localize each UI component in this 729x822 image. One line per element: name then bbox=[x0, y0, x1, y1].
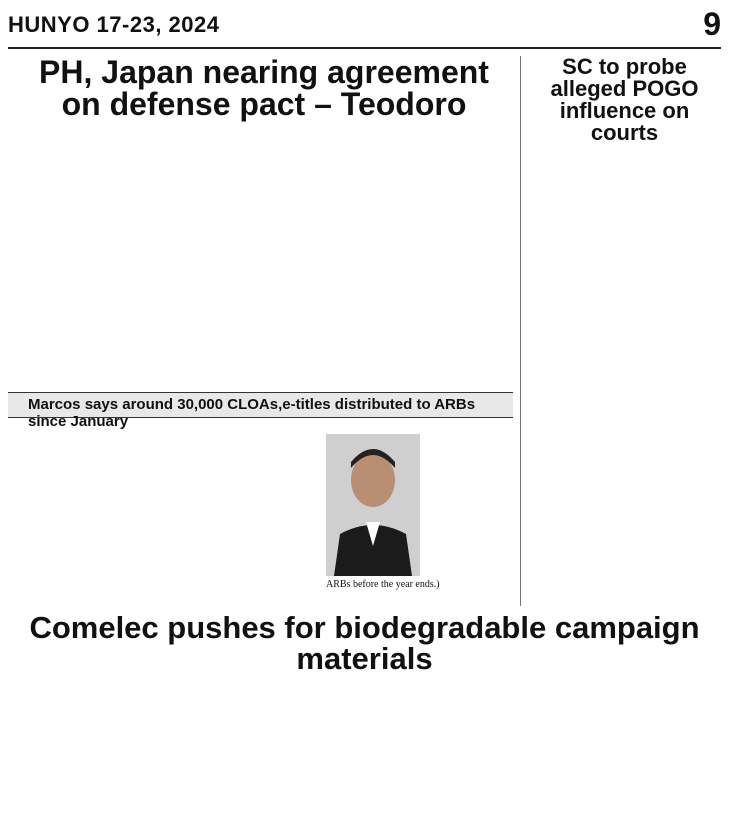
comelec-headline: Comelec pushes for biodegradable campaign materials bbox=[29, 610, 700, 676]
photo-caption: ARBs before the year ends.) bbox=[326, 579, 440, 590]
portrait-image bbox=[326, 434, 420, 576]
lead-headline-line-1: PH, Japan nearing agreement bbox=[39, 54, 489, 90]
pogo-headline-line-3: influence on courts bbox=[559, 98, 690, 145]
pogo-headline bbox=[532, 56, 717, 144]
lead-headline-line-2: on defense pact – Teodoro bbox=[61, 86, 467, 122]
cloa-headline-bar bbox=[8, 392, 513, 430]
column-divider bbox=[520, 56, 521, 606]
lead-headline bbox=[14, 56, 514, 120]
cloa-headline: Marcos says around 30,000 CLOAs,e-titles distributed to ARBs since January bbox=[28, 396, 476, 430]
dateline: HUNYO 17-23, 2024 bbox=[8, 12, 220, 37]
masthead bbox=[8, 8, 721, 46]
pogo-headline-line-2: alleged POGO bbox=[550, 76, 699, 101]
page-number: 9 bbox=[703, 6, 721, 42]
marcos-photo bbox=[326, 434, 420, 576]
masthead-rule bbox=[8, 47, 721, 49]
pogo-headline-line-1: SC to probe bbox=[562, 54, 687, 79]
